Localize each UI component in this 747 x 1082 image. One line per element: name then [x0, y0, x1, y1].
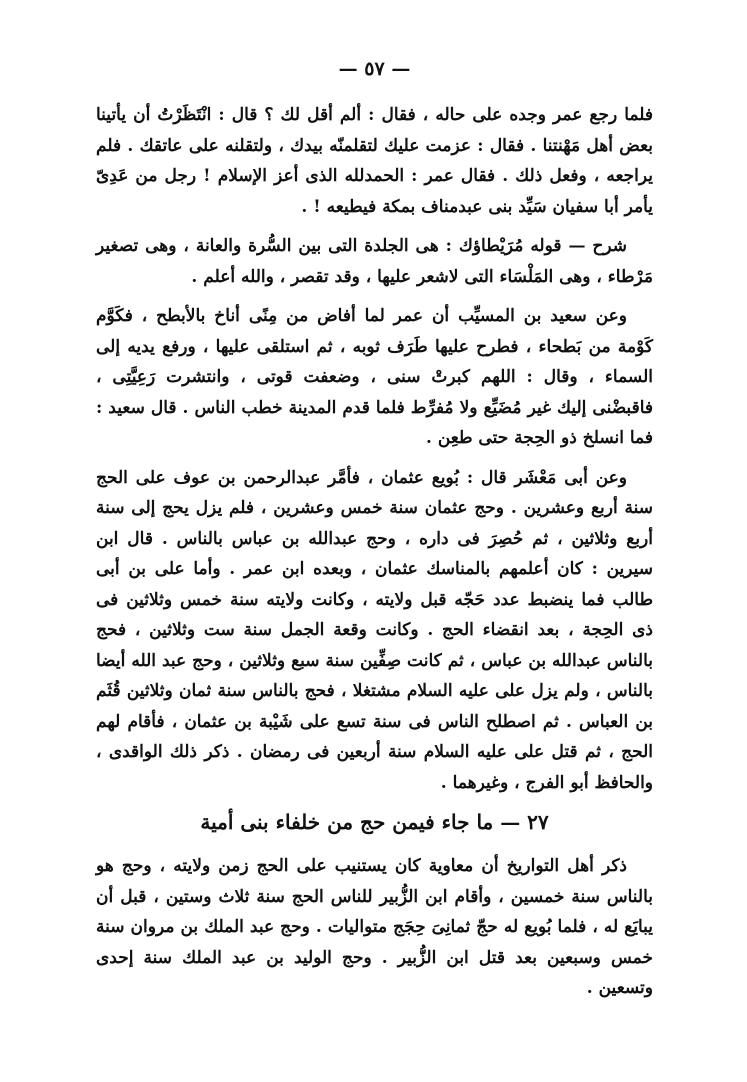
- paragraph-umayyad-caliphs: ذكر أهل التواريخ أن معاوية كان يستنيب على الحج زمن ولايته ، وحج هو بالناس سنة خمسين ، وأقام ابن الزُّبير للناس الحج سنة ثلاث وستين ، قبل أن يبايَع له ، فلما بُويع له حجّ ثمانِىَ حِجَج متواليات . وحج عبد الملك بن مروان سنة خمس وسبعين بعد قتل ابن الزُّبير . وحج الوليد بن عبد الملك سنة إحدى وتسعين .: [96, 856, 653, 998]
- paragraph-abu-mashar: وعن أبى مَعْشَر قال : بُويع عثمان ، فأمَّر عبدالرحمن بن عوف على الحج سنة أربع وعشرين . وحج عثمان سنة خمس وعشرين ، فلم يزل يحج إلى سنة أربع وثلاثين ، ثم حُصِرَ فى داره ، وحج عبدالله بن عباس بالناس . قال ابن سيرين : كان أعلمهم بالمناسك عثمان ، وبعده ابن عمر . وأما على بن أبى طالب فما ينضبط عدد حَجّه قبل ولايته ، وكانت ولايته سنة خمس وثلاثين فى ذى الحِجة ، بعد انقضاء الحج . وكانت وقعة الجمل سنة ست وثلاثين ، فحج بالناس عبدالله بن عباس ، ثم كانت صِفِّين سنة سبع وثلاثين ، وحج عبد الله أيضا بالناس ، ولم يزل على عليه السلام مشتغلا ، فحج بالناس سنة ثمان وثلاثين قُثَم بن العباس . ثم اصطلح الناس فى سنة تسع على شَيْبة بن عثمان ، فأقام لهم الحج ، ثم قتل على عليه السلام سنة أربعين فى رمضان . ذكر ذلك الواقدى ، والحافظ أبو الفرج ، وغيرهما .: [96, 467, 653, 793]
- section-heading: ٢٧ — ما جاء فيمن حج من خلفاء بنى أمية: [200, 810, 549, 834]
- page-number: — ٥٧ —: [338, 58, 411, 80]
- paragraph-commentary: شرح — قوله مُرَيْطاؤك : هى الجلدة التى بين السُّرة والعانة ، وهى تصغير مَرْطاء ، وهى المَلْسَاء التى لاشعر عليها ، وقد تقصر ، والله أعلم .: [96, 236, 653, 287]
- paragraph-said-ibn-musayyib: وعن سعيد بن المسيِّب أن عمر لما أفاض من مِنًى أناخ بالأبطح ، فكَوَّم كَوْمة من بَطحاء ، فطرح عليها طَرَف ثوبه ، ثم استلقى عليها ، ورفع يديه إلى السماء ، وقال : اللهم كبرتْ سنى ، وضعفت قوتى ، وانتشرت رَعِيَّتِى ، فاقبضْنى إليك غير مُضَيِّع ولا مُفرِّط فلما قدم المدينة خطب الناس . قال سعيد : فما انسلخ ذو الحِجة حتى طعِن .: [96, 306, 653, 448]
- paragraph-umar-story: فلما رجع عمر وجده على حاله ، فقال : ألم أقل لك ؟ قال : انْتَظَرْتُ أن يأتينا بعض أهل مَهْنتنا . فقال : عزمت عليك لتقلمنّه بيدك ، ولتقلنه على عاتقك . فلم يراجعه ، وفعل ذلك . فقال عمر : الحمدلله الذى أعز الإسلام ! رجل من عَدِىّ يأمر أبا سفيان سَيِّد بنى عبدمناف بمكة فيطيعه ! .: [96, 105, 653, 217]
